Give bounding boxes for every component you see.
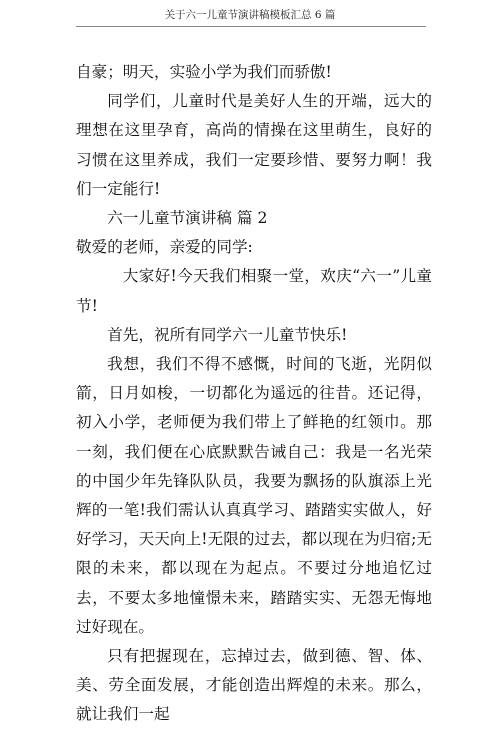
section-heading: 六一儿童节演讲稿 篇 2 [107, 209, 268, 228]
paragraph-closing: 同学们，儿童时代是美好人生的开端，远大的理想在这里孕育，高尚的情操在这里萌生，良好的习惯在这里养成，我们一定要珍惜、要努力啊！我们一定能行! [76, 92, 432, 198]
paragraph-body: 我想，我们不得不感慨，时间的飞逝，光阴似箭，日月如梭，一切都化为遥远的往昔。还记得，初入小学，老师便为我们带上了鲜艳的红领巾。那一刻，我们便在心底默默告诫自己：我是一名光荣的中国少年先锋队队员，我要为飘扬的队旗添上光辉的一笔!我们需认认真真学习、踏踏实实做人，好好学习，天天向上!无限的过去，都以现在为归宿;无限的未来，都以现在为起点。不要过分地追忆过去，不要太多地憧憬未来，踏踏实实、无怨无悔地过好现在。 [76, 355, 432, 636]
header-divider [76, 26, 426, 27]
paragraph-body-2: 只有把握现在，忘掉过去，做到德、智、体、美、劳全面发展，才能创造出辉煌的未来。那么，就让我们一起 [76, 647, 432, 724]
wish-line: 首先，祝所有同学六一儿童节快乐! [107, 325, 348, 344]
salutation: 敬爱的老师，亲爱的同学: [76, 238, 253, 257]
page-header: 关于六一儿童节演讲稿模板汇总 6 篇 [164, 9, 336, 21]
document-body [76, 58, 432, 730]
paragraph-continuation: 自豪；明天，实验小学为我们而骄傲! [76, 63, 332, 81]
greeting: 大家好!今天我们相聚一堂，欢庆“六一”儿童节! [76, 267, 432, 315]
